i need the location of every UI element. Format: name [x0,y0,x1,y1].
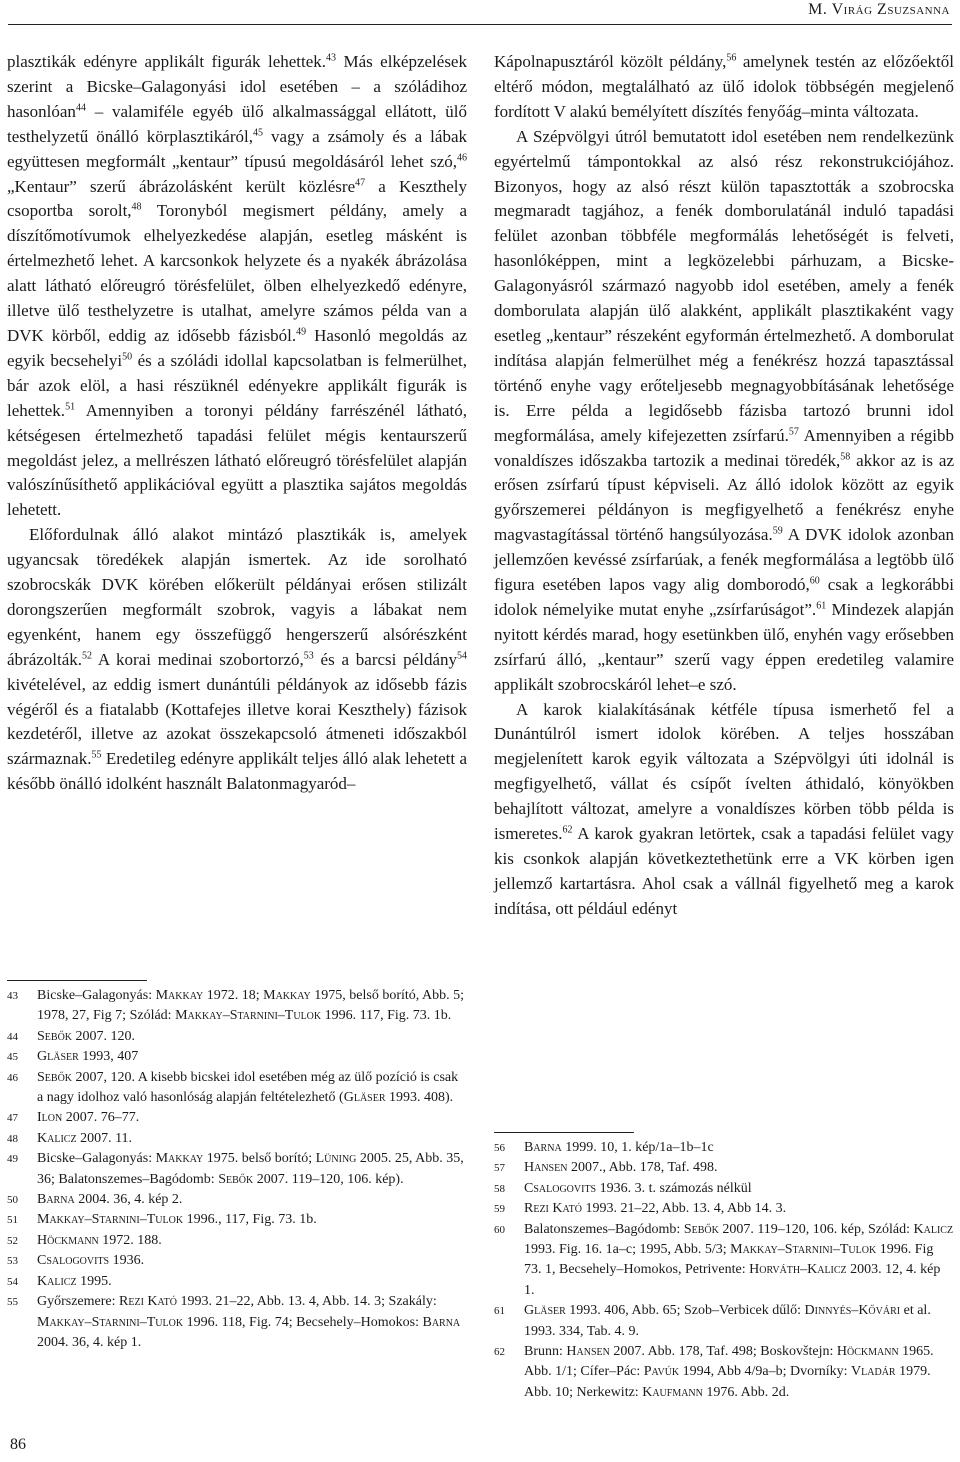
footnote-ref: 54 [457,650,467,662]
footnote-number: 51 [7,1214,18,1227]
text-run: 2007. 76–77. [62,1110,140,1126]
right-text-column [494,50,954,922]
author-name: Barna [524,1140,562,1155]
author-name: Pavúk [643,1364,680,1380]
author-name: Makkay–Starnini–Tulok [37,1314,184,1330]
text-run: 1996. 118, Fig. 74; Becsehely–Homokos: [183,1314,423,1330]
text-run: 1972. 18; [203,988,264,1003]
footnote [7,986,467,1027]
text-run: A karok gyakran letörtek, csak a tapadási felület vagy kis csonkok alapján következtethetünk erre a VK körben igen jellemző kartartásra. Ahol csak a vállnál figyelhető meg a karok indítása, ott például edényt [494,824,954,918]
right-paragraph [494,698,954,922]
author-name: Makkay [263,988,311,1003]
text-run: 1996. 117, Fig. 73. 1b. [321,1008,452,1024]
text-run: 2007. Abb. 178, Taf. 498; Boskovštejn: [609,1344,837,1360]
text-run: 1972. 188. [98,1232,162,1248]
text-run: 2004. 36, 4. kép 1. [37,1334,142,1350]
right-paragraph [494,50,954,125]
footnote-number: 48 [7,1132,18,1145]
author-name: Makkay [155,988,204,1003]
text-run: 1999. 10, 1. kép/1a–1b–1c [561,1140,714,1155]
text-run: plasztikák edényre applikált figurák lehettek. [7,52,327,71]
footnote-rule-right [494,1132,634,1133]
text-run: 1979. Abb. 10; Nerkewitz: [524,1364,931,1400]
text-run: „Kentaur” szerű ábrázolásként került közlésre [7,176,356,196]
footnote-rule-left [7,980,147,981]
text-run: Bicske–Galagonyás: [37,1151,156,1167]
author-name: Lüning [315,1151,357,1167]
text-run: 2007. 119–120, 106. kép). [253,1171,404,1187]
footnote [7,1210,467,1230]
author-name: Vladár [851,1364,896,1380]
author-name: Kalicz [37,1130,77,1146]
footnote-ref: 52 [82,650,93,662]
footnote-ref: 55 [91,749,102,761]
author-name: Höckmann [37,1232,99,1248]
text-run: 1975, belső borító, Abb. 5; 1978, 27, Fig 7; Szólád: [37,988,464,1024]
text-run: kivételével, az eddig ismert dunántúli példányok az idősebb fázis végéről és a fiatalabb (Kottafejes illetve korai Keszthely) fázisok kezdetéről, illetve az azokat összekapcsoló átmeneti időszakból származnak. [7,674,467,769]
author-name: Kalicz [37,1273,77,1289]
footnote-ref: 50 [122,351,133,363]
left-paragraph [7,523,467,797]
page-number: 86 [10,1436,26,1453]
text-run: A karok kialakításának kétféle típusa ismerhető fel a Dunántúlról ismert idolok körében. A teljes hosszában megjelenített karok egyik változata a Szépvölgyi úti idolnál is megfigyelhető, vállat és csípőt ívelten áthidaló, könyökben behajlított változat, amelyre a vonaldíszes körben több példa is ismeretes. [494,699,954,844]
text-run: csak a legkorábbi idolok némelyike mutat enyhe „zsírfarúságot”. [494,575,954,619]
footnote [494,1342,954,1403]
text-run: 2005. 25, Abb. 35, 36; Balatonszemes–Bagódomb: [37,1151,464,1187]
footnote [7,1251,467,1271]
footnote [7,1292,467,1353]
text-run: 1976. Abb. 2d. [702,1384,790,1400]
footnote-ref: 58 [840,450,851,462]
text-run: 2007, 120. A kisebb bicskei idol esetében még az ülő pozíció is csak a nagy idolhoz való hasonlóság alapján feltételezhető ( [37,1069,459,1106]
text-run: 1993, 407 [78,1049,139,1065]
text-run: 2007. 119–120, 106. kép, Szólád: [718,1221,914,1237]
footnote-number: 58 [494,1182,505,1195]
author-name: Dinnyés–Kővári [804,1303,901,1319]
footnote-ref: 53 [303,650,314,662]
text-run: 1993. 406, Abb. 65; Szob–Verbicek dűlő: [565,1303,805,1319]
text-run: és a barcsi példány [313,649,457,669]
author-name: Sebők [37,1028,73,1044]
header-author: M. Virág Zsuzsanna [808,1,950,18]
text-run: Brunn: [524,1344,567,1360]
footnote-ref: 44 [75,102,86,114]
footnote-number: 46 [7,1071,18,1084]
author-name: Sebők [37,1069,73,1085]
text-run: Kápolnapusztáról közölt példány, [494,52,727,71]
footnote [7,1231,467,1251]
footnote-ref: 48 [131,201,142,213]
author-name: Hansen [524,1160,568,1176]
text-run: 1996. Fig 73. 1, Becsehely–Homokos, Petrivente: [524,1242,934,1278]
left-text-column [7,50,467,797]
author-name: Makkay [155,1151,204,1167]
author-name: Kalicz [913,1221,954,1237]
footnote-number: 60 [494,1223,505,1236]
footnote-number: 49 [7,1153,18,1166]
text-run: Amennyiben a régibb vonaldíszes időszakba tartozik a medinai töredék, [494,425,954,470]
text-run: Mindezek alapján nyitott kérdés marad, hogy esetünkben ülő, enyhén vagy erősebben zsírfarú álló, „kentaur” szerű vagy éppen eredetileg valamire applikált szobrocskáról lehet–e szó. [494,599,954,694]
author-name: Barna [37,1192,75,1208]
text-run: Balatonszemes–Bagódomb: [524,1221,684,1237]
author-name: Csalogovits [524,1180,597,1196]
author-name: Gläser [524,1303,566,1319]
author-name: Csalogovits [37,1253,110,1269]
author-name: Gläser [343,1090,386,1106]
running-header [8,0,952,25]
footnote-ref: 43 [326,52,337,64]
text-run: 1993. Fig. 16. 1a–c; 1995, Abb. 5/3; [524,1242,731,1258]
author-name: Gläser [37,1049,79,1065]
author-name: Rezi Kató [524,1201,582,1217]
footnotes-right [494,1138,954,1403]
text-run: Győrszemere: [37,1294,120,1310]
right-paragraph [494,125,954,698]
footnote-ref: 49 [296,326,307,338]
footnote-ref: 47 [355,176,366,188]
author-name: Sebők [218,1171,254,1187]
footnote-ref: 59 [772,525,783,537]
text-run: 1993. 21–22, Abb. 13. 4, Abb 14. 3. [581,1201,787,1217]
text-run: 2007. 11. [76,1130,133,1146]
text-run: vagy a zsámoly és a lábak együttesen megformált „kentaur” típusú megoldásáról lehet szó, [7,126,467,171]
footnote-number: 57 [494,1162,505,1175]
text-run: Előfordulnak álló alakot mintázó plasztikák is, amelyek ugyancsak töredékek alapján ismertek. Az ide sorolható szobrocskák DVK körében előkerült példányai erősen stilizált dorongszerűen megformált szobrok, vagyis a lábakat nem egyenként, hanem egy összefüggő hengerszerű alsórészként ábrázolták. [7,525,467,669]
footnote-number: 44 [7,1030,18,1043]
footnote [494,1179,954,1199]
text-run: 1995. [76,1273,112,1289]
footnote [494,1220,954,1302]
footnote-number: 47 [7,1112,18,1125]
text-run: A korai medinai szobortorzó, [92,649,304,669]
author-name: Rezi Kató [119,1294,177,1310]
footnote-number: 53 [7,1255,18,1268]
footnote [7,1027,467,1047]
text-run: 1993. 408). [385,1090,454,1106]
text-run: amelynek testén az előzőektől eltérő módon, megtalálható az ülő idolok többségén megjelenő fordított V alakú bemélyített díszítés fenyőág–minta változata. [494,52,954,121]
text-run: 2003. 12, 4. kép 1. [524,1262,941,1298]
footnote-number: 45 [7,1051,18,1064]
footnote [494,1301,954,1342]
text-run: Más elképzelések szerint a Bicske–Galagonyási idol esetében – a szóládihoz hasonlóan [7,52,467,121]
footnote-ref: 56 [726,52,737,64]
footnotes-left [7,986,467,1353]
text-run: és a szóládi idollal kapcsolatban is felmerülhet, bár azok elöl, a hasi részüknél edényekre applikált figurák is lehettek. [7,350,467,420]
text-run: 2007. 120. [72,1028,136,1044]
footnote-number: 62 [494,1346,505,1359]
footnote-ref: 61 [816,600,827,612]
footnote-ref: 51 [65,401,76,413]
footnote [7,1108,467,1128]
footnote-ref: 60 [809,575,820,587]
footnote-number: 61 [494,1305,505,1318]
author-name: Ilon [37,1110,63,1126]
text-run: A Szépvölgyi útról bemutatott idol esetében nem rendelkezünk egyértelmű támpontokkal az alsó rész rekonstrukciójához. Bizonyos, hogy az alsó részt külön tapasztották a szobrocska megmaradt tagjához, a fenék domborulatánál induló tapadási felület azonban többféle megformálás lehetőségét is felveti, hasonlóképpen, mint a legközelebbi párhuzam, a Bicske-Galagonyásról származó nagyobb idol esetében, amely a fenék domborulata alapján ülő alakként, applikált plasztikaként vagy esetleg „kentaur” részeként egyformán értelmezhető. A domborulat indítása alapján felmerülhet még a fenékrész hozzá tapasztással történő enyhe vagy erőteljesebb megnagyobbításának lehetősége is. Erre példa a legidősebb fázisba tartozó brunni idol megformálása, amely kifejezetten zsírfarú. [494,126,954,445]
text-run: A DVK idolok azonban jellemzően kevéssé zsírfarúak, a fenék megformálása a legtöbb ülő figura esetében lapos vagy alig domborodó, [494,525,954,595]
footnote [494,1199,954,1219]
footnote-ref: 57 [788,425,799,437]
text-run: et al. 1993. 334, Tab. 4. 9. [524,1303,931,1339]
footnote-number: 56 [494,1142,505,1154]
text-run: Amennyiben a toronyi példány farrészénél látható, kétségesen értelmezhető tapadási felület mégis kentaurszerű megoldást jelez, a mellrészen látható előreugró törésfelület alapján valószínűsíthető applikációval együtt a plasztika sajátos megoldás lehetett. [7,400,467,520]
footnote [7,1149,467,1190]
text-run: 1996., 117, Fig. 73. 1b. [183,1212,317,1228]
text-run: 1936. 3. t. számozás nélkül [596,1180,752,1196]
footnote-number: 52 [7,1234,18,1247]
footnote-number: 54 [7,1275,18,1288]
text-run: 1994, Abb 4/9a–b; Dvorníky: [679,1364,852,1380]
footnote-ref: 62 [562,824,573,836]
text-run: 1975. belső borító; [203,1151,316,1167]
footnote-number: 55 [7,1296,18,1309]
footnote-number: 59 [494,1203,505,1216]
author-name: Makkay–Starnini–Tulok [175,1008,322,1024]
text-run: 2004. 36, 4. kép 2. [74,1192,183,1208]
author-name: Sebők [683,1221,719,1237]
author-name: Höckmann [836,1344,899,1360]
footnote [7,1068,467,1109]
text-run: a Keszthely csoportba sorolt, [7,176,467,221]
left-paragraph [7,50,467,523]
author-name: Hansen [566,1344,610,1360]
text-run: Hasonló megoldás az egyik becsehelyi [7,325,467,370]
footnote-ref: 45 [252,127,263,139]
footnote [7,1272,467,1292]
footnote-ref: 46 [457,151,467,163]
text-run: akkor az is az erősen zsírfarú típust képviseli. Az álló idolok között az egyik győrszemerei példányon is megfigyelhető a fenékrész enyhe magvastagítással történő hangsúlyozása. [494,450,954,545]
author-name: Makkay–Starnini–Tulok [37,1212,184,1228]
text-run: 1993. 21–22, Abb. 13. 4, Abb. 14. 3; Szakály: [176,1294,437,1310]
footnote-number: 50 [7,1194,18,1207]
author-name: Kaufmann [642,1384,703,1400]
footnote [7,1190,467,1210]
footnote [7,1129,467,1149]
author-name: Makkay–Starnini–Tulok [730,1242,877,1258]
text-run: 2007., Abb. 178, Taf. 498. [567,1160,718,1176]
text-run: 1965. Abb. 1/1; Cífer–Pác: [524,1344,934,1380]
footnote [494,1138,954,1158]
text-run: 1936. [109,1253,145,1269]
footnote [7,1047,467,1067]
footnote-number: 43 [7,990,18,1002]
text-run: Toronyból megismert példány, amely a díszítőmotívumok elhelyezkedése alapján, esetleg másként is értelmezhető lehet. A karcsonkok helyzete és a nyakék ábrázolása alatt látható előreugró törésfelület, ölben elhelyezkedő edényre, illetve ülő testhelyzetre is utalhat, amelyre számos példa van a DVK körből, eddig az idősebb fázisból. [7,201,467,345]
text-run: – valamiféle egyéb ülő alkalmassággal ellátott, ülő testhelyzetű önálló körplasztikáról, [7,101,467,146]
author-name: Barna [422,1314,461,1330]
footnote [494,1158,954,1178]
text-run: Eredetileg edényre applikált teljes álló alak lehetett a később önálló idolként használt Balatonmagyaród– [7,749,467,794]
text-run: Bicske–Galagonyás: [37,988,156,1003]
author-name: Horváth–Kalicz [749,1262,847,1278]
